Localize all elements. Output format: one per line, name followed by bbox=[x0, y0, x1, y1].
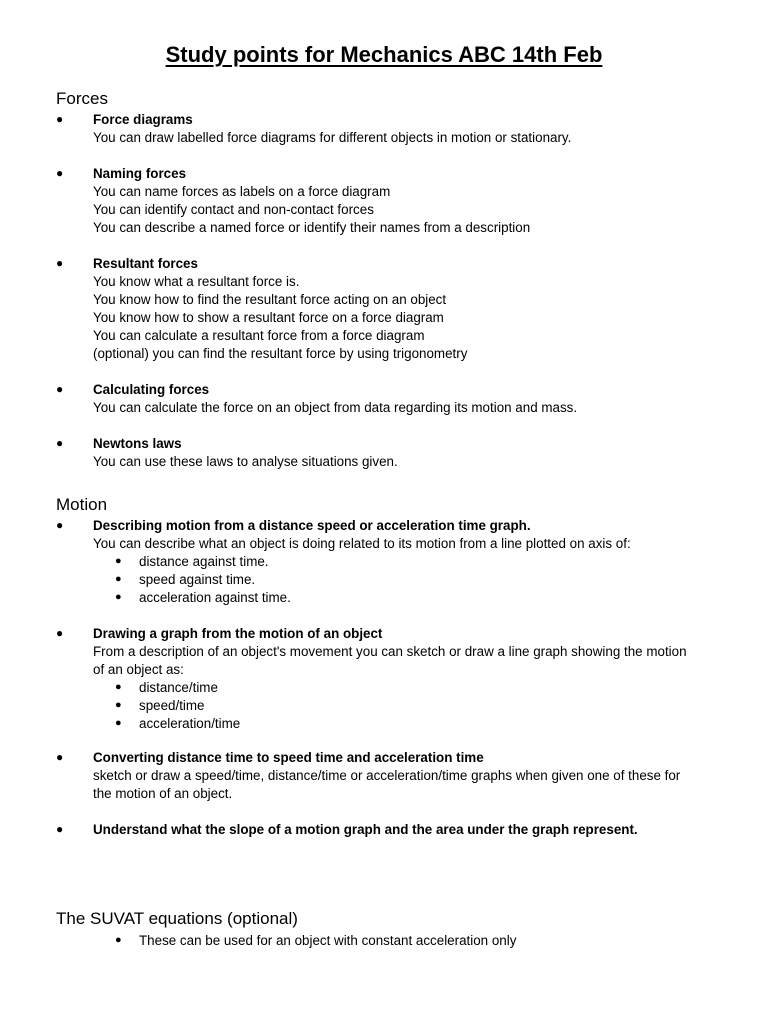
sub-item bbox=[115, 679, 736, 697]
list-item-newtons-laws bbox=[56, 435, 736, 471]
list-item-resultant-forces bbox=[56, 255, 736, 362]
item-line: You know what a resultant force is. bbox=[93, 273, 300, 289]
item-line: You know how to show a resultant force on a force diagram bbox=[93, 309, 444, 325]
item-line: You know how to find the resultant force acting on an object bbox=[93, 291, 447, 307]
item-line: You can identify contact and non-contact forces bbox=[93, 201, 374, 217]
sub-item bbox=[115, 589, 736, 607]
section-heading-motion: Motion bbox=[56, 495, 108, 514]
list-item-describing-motion bbox=[56, 517, 736, 607]
item-heading: Naming forces bbox=[93, 166, 187, 181]
sub-item-label: speed/time bbox=[139, 697, 205, 713]
sub-item-label: acceleration/time bbox=[139, 715, 241, 731]
sub-bullet-icon: ● bbox=[115, 554, 122, 567]
item-heading: Calculating forces bbox=[93, 382, 210, 397]
list-item-naming-forces bbox=[56, 165, 736, 237]
sub-item-label: distance/time bbox=[139, 679, 218, 695]
item-line: of an object as: bbox=[93, 661, 184, 677]
sub-item-label: speed against time. bbox=[139, 571, 256, 587]
item-heading: Resultant forces bbox=[93, 256, 198, 271]
sub-item bbox=[115, 697, 736, 715]
list-item-converting-graphs bbox=[56, 749, 736, 803]
item-heading: Force diagrams bbox=[93, 112, 193, 127]
bullet-icon: ● bbox=[56, 518, 64, 532]
item-heading: Describing motion from a distance speed or acceleration time graph. bbox=[93, 518, 531, 533]
list-item-calculating-forces bbox=[56, 381, 736, 417]
sub-item-label: acceleration against time. bbox=[139, 589, 291, 605]
page-title: Study points for Mechanics ABC 14th Feb bbox=[165, 42, 603, 67]
item-line: You can name forces as labels on a force diagram bbox=[93, 183, 391, 199]
item-heading: Drawing a graph from the motion of an object bbox=[93, 626, 383, 641]
sub-bullet-icon: ● bbox=[115, 698, 122, 711]
sub-bullet-icon: ● bbox=[115, 572, 122, 585]
item-heading: Understand what the slope of a motion graph and the area under the graph represent. bbox=[93, 822, 638, 837]
item-line: From a description of an object's movement you can sketch or draw a line graph showing the motion bbox=[93, 643, 687, 659]
bullet-icon: ● bbox=[56, 436, 64, 450]
sub-item-label: These can be used for an object with constant acceleration only bbox=[139, 933, 517, 948]
section-heading-forces: Forces bbox=[56, 89, 108, 108]
bullet-icon: ● bbox=[56, 382, 64, 396]
sub-bullet-icon: ● bbox=[115, 716, 122, 729]
sub-bullet-icon: ● bbox=[115, 680, 122, 693]
item-line: You can calculate the force on an object from data regarding its motion and mass. bbox=[93, 399, 578, 415]
item-line: You can describe what an object is doing related to its motion from a line plotted on axis of: bbox=[93, 535, 631, 551]
list-item-slope-area bbox=[56, 821, 736, 839]
item-line: (optional) you can find the resultant force by using trigonometry bbox=[93, 345, 468, 361]
item-line: You can describe a named force or identify their names from a description bbox=[93, 219, 531, 235]
section-heading-suvat: The SUVAT equations (optional) bbox=[56, 909, 298, 928]
bullet-icon: ● bbox=[56, 166, 64, 180]
sub-item bbox=[115, 553, 736, 571]
list-item-drawing-graph bbox=[56, 625, 736, 732]
sub-bullet-icon: ● bbox=[115, 934, 122, 946]
item-line: You can use these laws to analyse situations given. bbox=[93, 453, 398, 469]
item-line: the motion of an object. bbox=[93, 785, 233, 801]
sub-item-label: distance against time. bbox=[139, 553, 269, 569]
sub-item bbox=[115, 571, 736, 589]
bullet-icon: ● bbox=[56, 256, 64, 270]
list-item-force-diagrams bbox=[56, 111, 736, 147]
item-heading: Newtons laws bbox=[93, 436, 182, 451]
item-heading: Converting distance time to speed time and acceleration time bbox=[93, 750, 484, 765]
bullet-icon: ● bbox=[56, 822, 64, 836]
item-line: You can draw labelled force diagrams for different objects in motion or stationary. bbox=[93, 129, 572, 145]
sub-item bbox=[115, 715, 736, 733]
bullet-icon: ● bbox=[56, 112, 64, 126]
sub-bullet-icon: ● bbox=[115, 590, 122, 603]
item-line: sketch or draw a speed/time, distance/time or acceleration/time graphs when given one of these for bbox=[93, 767, 681, 783]
bullet-icon: ● bbox=[56, 626, 64, 640]
item-line: You can calculate a resultant force from a force diagram bbox=[93, 327, 425, 343]
sub-item bbox=[115, 932, 736, 950]
bullet-icon: ● bbox=[56, 750, 64, 764]
list-item-suvat bbox=[56, 932, 736, 950]
